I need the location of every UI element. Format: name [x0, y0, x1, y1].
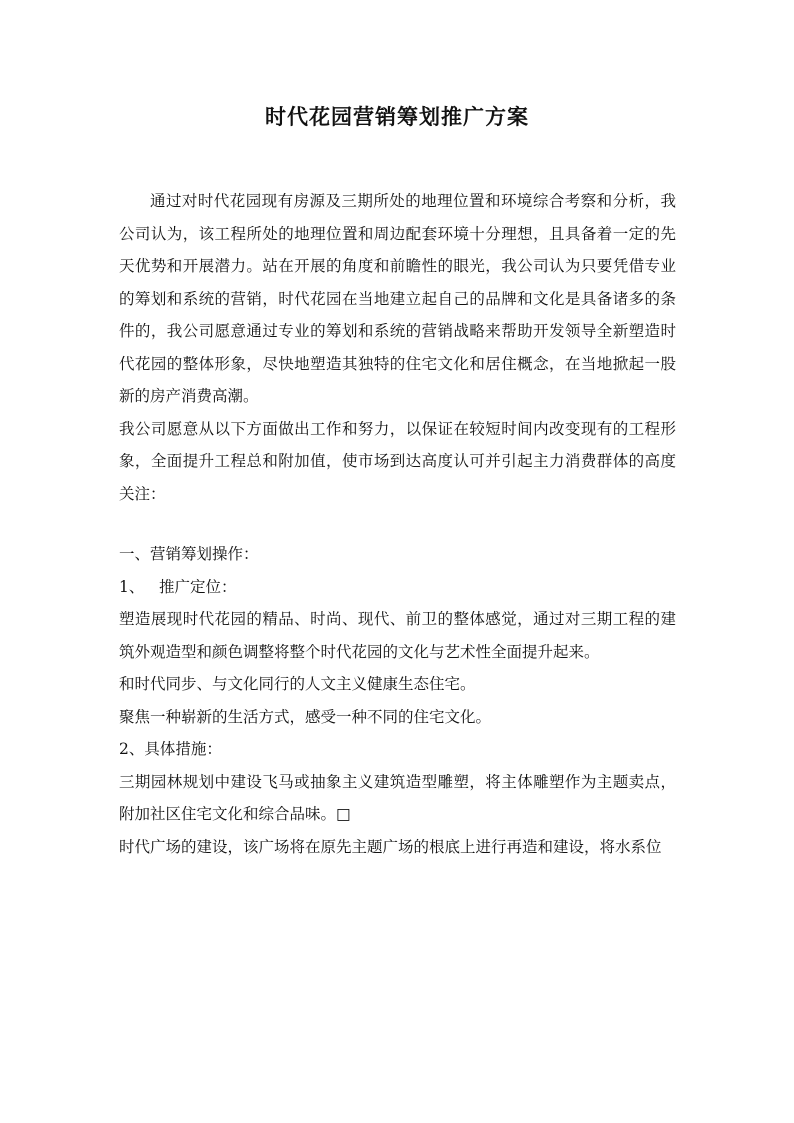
paragraph-gap [119, 510, 676, 538]
intro-paragraph: 通过对时代花园现有房源及三期所处的地理位置和环境综合考察和分析，我公司认为，该工程所处的地理位置和周边配套环境十分理想，且具备着一定的先天优势和开展潜力。站在开展的角度和前瞻性的眼光，我公司认为只要凭借专业的筹划和系统的营销，时代花园在当地建立起自己的品牌和文化是具备诸多的条件的，我公司愿意通过专业的筹划和系统的营销战略来帮助开发领导全新塑造时代花园的整体形象，尽快地塑造其独特的住宅文化和居住概念，在当地掀起一股新的房产消费高潮。 [119, 192, 676, 405]
slogan-2: 聚焦一种崭新的生活方式，感受一种不同的住宅文化。 [119, 707, 492, 726]
item-2-heading: 2、具体措施： [119, 740, 222, 758]
section-1-heading: 一、营销筹划操作： [119, 545, 259, 563]
slogan-1: 和时代同步、与文化同行的人文主义健康生态住宅。 [119, 675, 476, 693]
measure-2: 时代广场的建设，该广场将在原先主题广场的根底上进行再造和建设，将水系位 [119, 837, 662, 856]
commitment-paragraph: 我公司愿意从以下方面做出工作和努力，以保证在较短时间内改变现有的工程形象，全面提升工程总和附加值，使市场到达高度认可并引起主力消费群体的高度关注： [119, 419, 676, 503]
item-1-heading [119, 571, 676, 604]
item-1-label: 推广定位： [159, 577, 237, 596]
document-title: 时代花园营销筹划推广方案 [265, 104, 529, 129]
item-1-number: 1、 [119, 577, 145, 596]
positioning-paragraph: 塑造展现时代花园的精品、时尚、现代、前卫的整体感觉，通过对三期工程的建筑外观造型和颜色调整将整个时代花园的文化与艺术性全面提升起来。 [119, 610, 676, 661]
document-body [119, 185, 676, 863]
measure-1: 三期园林规划中建设飞马或抽象主义建筑造型雕塑，将主体雕塑作为主题卖点，附加社区住宅文化和综合品味。□ [119, 772, 676, 823]
